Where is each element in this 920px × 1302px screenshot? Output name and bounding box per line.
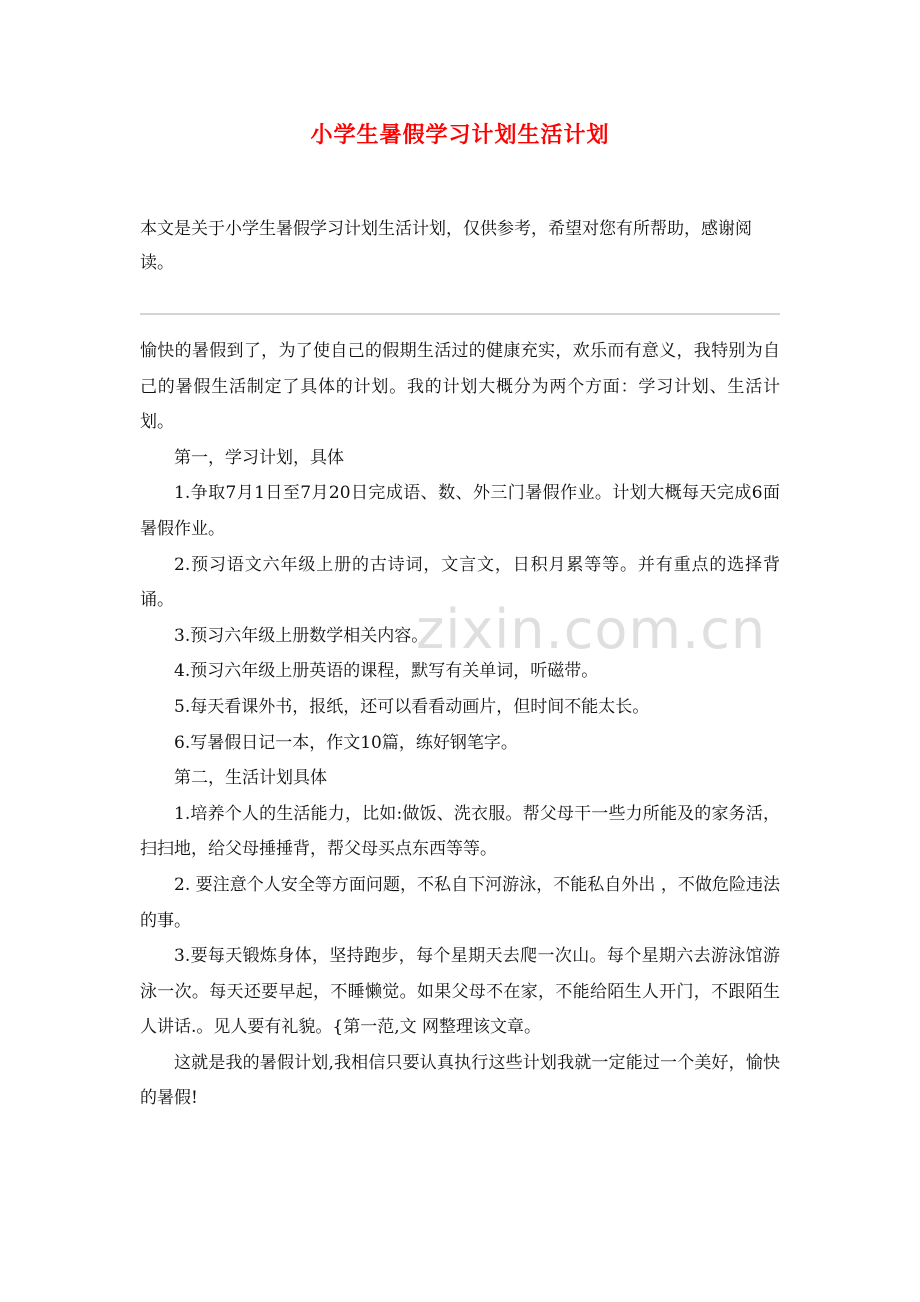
document-body	[140, 334, 780, 1117]
body-paragraph: 1.培养个人的生活能力，比如:做饭、洗衣服。帮父母干一些力所能及的家务活，扫扫地，给父母捶捶背，帮父母买点东西等等。	[140, 803, 780, 860]
document-intro: 本文是关于小学生暑假学习计划生活计划，仅供参考，希望对您有所帮助，感谢阅读。	[140, 219, 752, 273]
body-paragraph: 1.争取7月1日至7月20日完成语、数、外三门暑假作业。计划大概每天完成6面暑假作业。	[140, 483, 780, 539]
body-paragraph: 2. 要注意个人安全等方面问题，不私自下河游泳，不能私自外出 ，不做危险违法的事。	[140, 874, 780, 931]
body-paragraph: 3.预习六年级上册数学相关内容。	[174, 625, 429, 646]
body-paragraph: 5.每天看课外书，报纸，还可以看看动画片，但时间不能太长。	[174, 696, 650, 717]
body-paragraph: 愉快的暑假到了，为了使自己的假期生活过的健康充实，欢乐而有意义，我特别为自己的暑假生活制定了具体的计划。我的计划大概分为两个方面：学习计划、生活计划。	[140, 341, 780, 433]
body-paragraph: 6.写暑假日记一本，作文10篇，练好钢笔字。	[174, 732, 518, 753]
watermark: zixin.com.cn	[416, 598, 767, 661]
body-paragraph: 第一，学习计划，具体	[174, 447, 344, 468]
section-divider	[140, 313, 780, 315]
body-paragraph: 第二，生活计划具体	[174, 768, 327, 789]
body-paragraph: 3.要每天锻炼身体，坚持跑步，每个星期天去爬一次山。每个星期六去游泳馆游泳一次。每天还要早起，不睡懒觉。如果父母不在家，不能给陌生人开门，不跟陌生人讲话.。见人要有礼貌。{第一范,文 网整理该文章。	[140, 946, 780, 1038]
body-paragraph: 这就是我的暑假计划,我相信只要认真执行这些计划我就一定能过一个美好，愉快的暑假!	[140, 1052, 780, 1109]
document-title: 小学生暑假学习计划生活计划	[310, 123, 610, 148]
body-paragraph: 2.预习语文六年级上册的古诗词，文言文，日积月累等等。并有重点的选择背诵。	[140, 554, 780, 611]
body-paragraph: 4.预习六年级上册英语的课程，默写有关单词，听磁带。	[174, 661, 599, 682]
